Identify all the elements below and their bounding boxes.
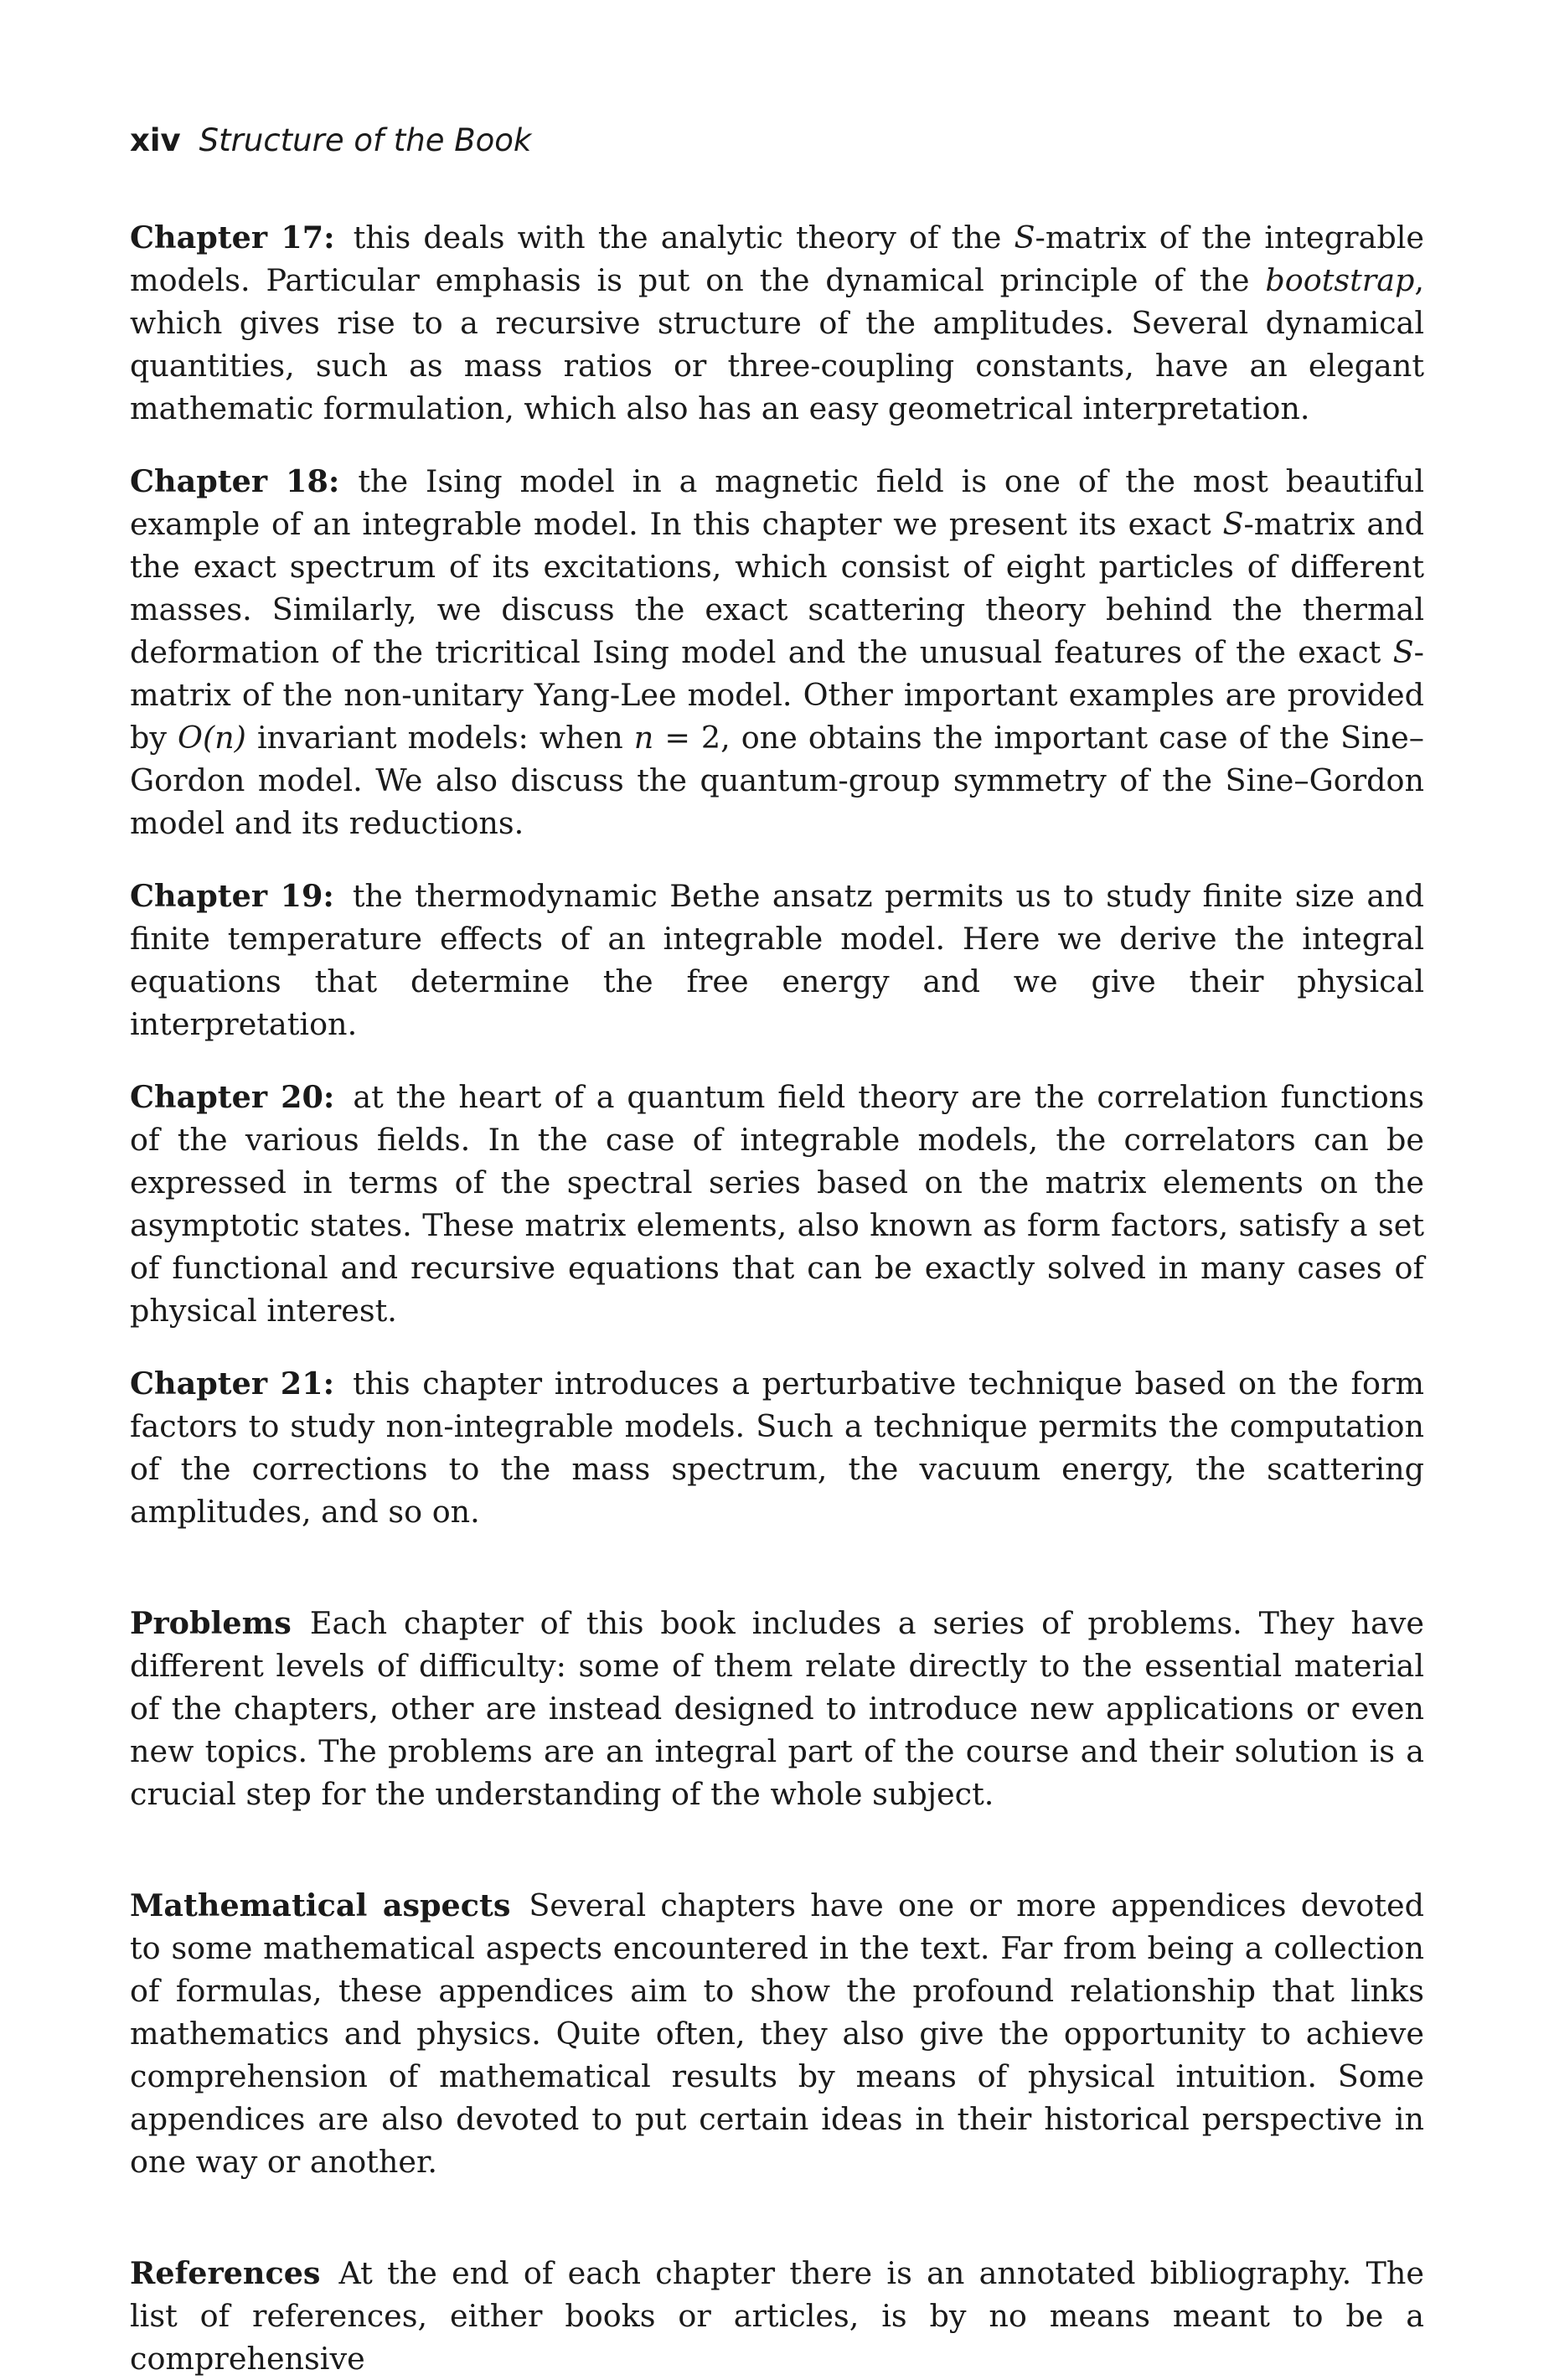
problems-heading: Problems	[130, 1605, 292, 1641]
running-title: Structure of the Book	[199, 122, 532, 158]
references-paragraph	[130, 2252, 1424, 2380]
on-symbol: O(n)	[178, 720, 246, 756]
book-page	[130, 117, 1424, 2380]
mathematical-aspects-paragraph	[130, 1884, 1424, 2183]
mathematical-aspects-text: Several chapters have one or more appendices devoted to some mathematical aspects encountered in the text. Far from being a collection of formulas, these appendices aim to show the profound relationship that links mathematics and physics. Quite often, they also give the opportunity to achieve comprehension of mathematical results by means of physical intuition. Some appendices are also devoted to put certain ideas in their historical perspective in one way or another.	[130, 1887, 1424, 2180]
mathematical-aspects-heading: Mathematical aspects	[130, 1887, 511, 1923]
chapter-17-text: , which gives rise to a recursive structure of the amplitudes. Several dynamical quantities, such as mass ratios or three-coupling constants, have an elegant mathematic formulation, which also has an easy geometrical interpretation.	[130, 262, 1424, 426]
chapter-21-paragraph	[130, 1362, 1424, 1533]
n-symbol: n	[633, 720, 654, 756]
page-number: xiv	[130, 122, 181, 158]
chapter-18-heading: Chapter 18:	[130, 463, 340, 499]
chapter-20-text: at the heart of a quantum field theory are the correlation functions of the various fields. In the case of integrable models, the correlators can be expressed in terms of the spectral series based on the matrix elements on the asymptotic states. These matrix elements, also known as form factors, satisfy a set of functional and recursive equations that can be exactly solved in many cases of physical interest.	[130, 1079, 1424, 1329]
chapter-18-text: = 2, one obtains the important case of the Sine–Gordon model. We also discuss the quantum-group symmetry of the Sine–Gordon model and its reductions.	[130, 720, 1424, 841]
chapter-17-heading: Chapter 17:	[130, 219, 335, 256]
chapter-18-text: the Ising model in a magnetic field is one of the most beautiful example of an integrable model. In this chapter we present its exact	[130, 463, 1425, 542]
references-heading: References	[130, 2255, 321, 2291]
bootstrap-term: bootstrap	[1265, 262, 1415, 298]
chapter-18-text: -matrix of the non-unitary Yang-Lee model. Other important examples are provided by	[130, 634, 1424, 756]
problems-paragraph	[130, 1602, 1424, 1815]
chapter-17-paragraph	[130, 216, 1424, 430]
s-matrix-symbol: S	[1014, 219, 1035, 256]
s-matrix-symbol: S	[1222, 506, 1244, 542]
chapter-19-heading: Chapter 19:	[130, 878, 334, 914]
chapter-19-paragraph	[130, 875, 1424, 1045]
chapter-18-paragraph	[130, 460, 1424, 844]
chapter-18-text: invariant models: when	[245, 720, 634, 756]
chapter-20-heading: Chapter 20:	[130, 1079, 335, 1115]
chapter-19-text: the thermodynamic Bethe ansatz permits us to study finite size and finite temperature effects of an integrable model. Here we derive the integral equations that determine the free energy and we give their physical interpretation.	[130, 878, 1425, 1042]
chapter-17-text: -matrix of the integrable models. Particular emphasis is put on the dynamical principle of the	[130, 219, 1424, 298]
chapter-18-text: -matrix and the exact spectrum of its excitations, which consist of eight particles of different masses. Similarly, we discuss the exact scattering theory behind the thermal deformation of the tricritical Ising model and the unusual features of the exact	[130, 506, 1424, 670]
chapter-17-text: this deals with the analytic theory of the	[353, 219, 1015, 256]
s-matrix-symbol: S	[1392, 634, 1414, 670]
running-head	[130, 117, 1424, 164]
chapter-21-heading: Chapter 21:	[130, 1366, 335, 1402]
problems-text: Each chapter of this book includes a series of problems. They have different levels of difficulty: some of them relate directly to the essential material of the chapters, other are instead designed to introduce new applications or even new topics. The problems are an integral part of the course and their solution is a crucial step for the understanding of the whole subject.	[130, 1605, 1424, 1812]
chapter-21-text: this chapter introduces a perturbative technique based on the form factors to study non-integrable models. Such a technique permits the computation of the corrections to the mass spectrum, the vacuum energy, the scattering amplitudes, and so on.	[130, 1366, 1424, 1530]
references-text: At the end of each chapter there is an annotated bibliography. The list of references, either books or articles, is by no means meant to be a comprehensive	[130, 2255, 1424, 2377]
chapter-20-paragraph	[130, 1076, 1424, 1332]
